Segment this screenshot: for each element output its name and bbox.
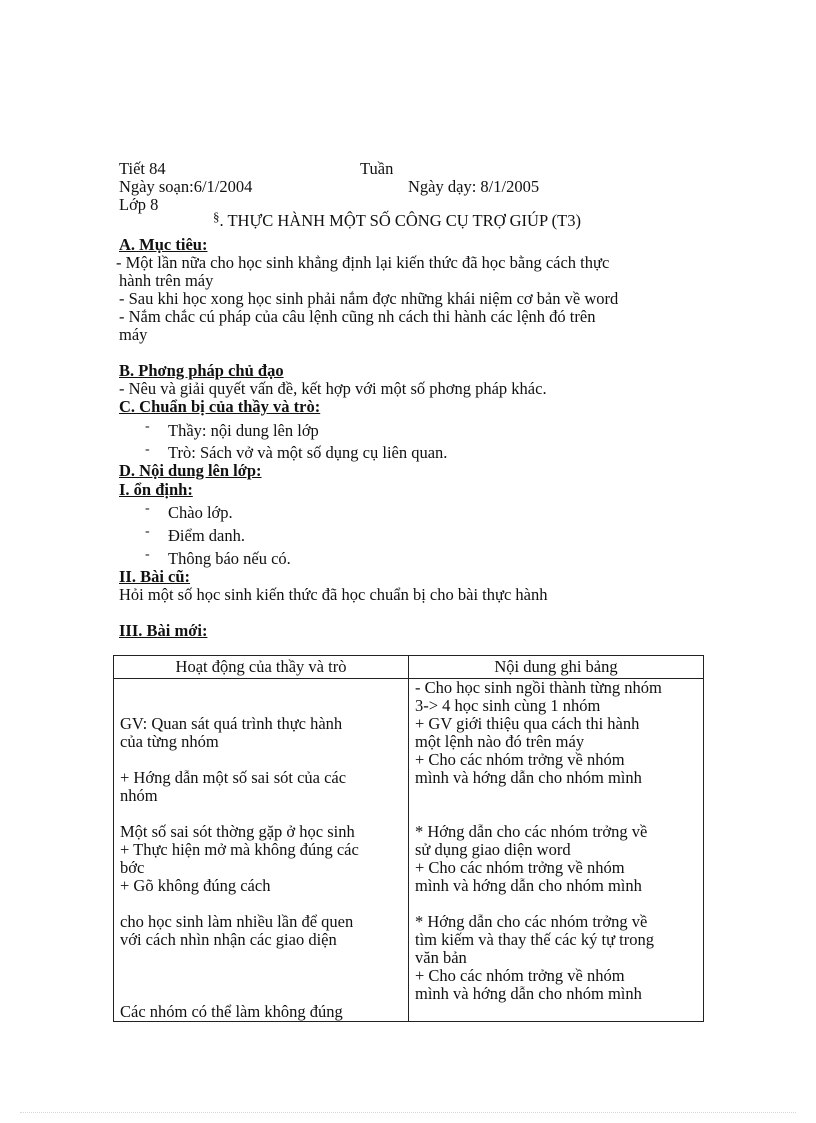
- cell-text-line: * Hớng dẫn cho các nhóm trởng về: [415, 822, 648, 841]
- cell-text-line: + Thực hiện mở mà không đúng các: [120, 840, 359, 859]
- objectives-heading: A. Mục tiêu:: [119, 235, 208, 254]
- table-row: [114, 679, 704, 1022]
- cell-text-line: + Cho các nhóm trởng về nhóm: [415, 858, 625, 877]
- activity-table: [113, 655, 704, 1022]
- cell-text-line: bớc: [120, 858, 145, 877]
- new-lesson-heading: III. Bài mới:: [119, 621, 208, 640]
- cell-text-line: mình và hớng dẫn cho nhóm mình: [415, 876, 642, 895]
- blank-line: [120, 949, 402, 967]
- cell-text-line: nhóm: [120, 786, 158, 805]
- board-content-header: Nội dung ghi bảng: [409, 656, 704, 679]
- old-lesson-heading: II. Bài cũ:: [119, 567, 191, 586]
- stabilize-item: Chào lớp.: [168, 503, 233, 522]
- objectives-line: máy: [119, 325, 148, 344]
- stabilize-heading: I. ổn định:: [119, 480, 193, 499]
- cell-text-line: của từng nhóm: [120, 732, 219, 751]
- blank-line: [120, 679, 402, 697]
- activity-cell: [114, 679, 409, 1022]
- lesson-number: Tiết 84: [119, 159, 166, 178]
- cell-text-line: Các nhóm có thể làm không đúng: [120, 1002, 343, 1021]
- prep-date: Ngày soạn:6/1/2004: [119, 177, 253, 196]
- cell-text-line: Một số sai sót thờng gặp ở học sinh: [120, 822, 355, 841]
- blank-line: [120, 805, 402, 823]
- blank-line: [120, 967, 402, 985]
- week-label: Tuần: [360, 159, 394, 178]
- cell-text-line: + GV giới thiệu qua cách thi hành: [415, 714, 640, 733]
- blank-line: [415, 805, 697, 823]
- content-heading: D. Nội dung lên lớp:: [119, 461, 262, 480]
- cell-text-line: + Hớng dẫn một số sai sót của các: [120, 768, 347, 787]
- objectives-line: - Nắm chắc cú pháp của câu lệnh cũng nh cách thi hành các lệnh đó trên: [119, 307, 596, 326]
- stabilize-item: Điểm danh.: [168, 526, 245, 545]
- bullet-marker: -: [145, 442, 150, 457]
- class-label: Lớp 8: [119, 195, 159, 214]
- cell-text-line: một lệnh nào đó trên máy: [415, 732, 585, 751]
- blank-line: [120, 751, 402, 769]
- preparation-item: Trò: Sách vở và một số dụng cụ liên quan.: [168, 443, 448, 462]
- old-lesson-line: Hỏi một số học sinh kiến thức đã học chuẩn bị cho bài thực hành: [119, 585, 548, 604]
- cell-text-line: GV: Quan sát quá trình thực hành: [120, 714, 343, 733]
- blank-line: [120, 697, 402, 715]
- board-content-cell: [409, 679, 704, 1022]
- lesson-title-text: . THỰC HÀNH MỘT SỐ CÔNG CỤ TRỢ GIÚP (T3): [219, 211, 581, 230]
- preparation-item: Thầy: nội dung lên lớp: [168, 421, 319, 440]
- cell-text-line: mình và hớng dẫn cho nhóm mình: [415, 984, 642, 1003]
- table-header-row: [114, 656, 704, 679]
- blank-line: [120, 985, 402, 1003]
- cell-text-line: với cách nhìn nhận các giao diện: [120, 930, 337, 949]
- cell-text-line: văn bản: [415, 948, 467, 967]
- cell-text-line: - Cho học sinh ngồi thành từng nhóm: [415, 678, 662, 697]
- cell-text-line: * Hớng dẫn cho các nhóm trởng về: [415, 912, 648, 931]
- teach-date: Ngày dạy: 8/1/2005: [408, 177, 540, 196]
- cell-text-line: 3-> 4 học sinh cùng 1 nhóm: [415, 696, 601, 715]
- cell-text-line: cho học sinh làm nhiều lần để quen: [120, 912, 354, 931]
- blank-line: [415, 787, 697, 805]
- objectives-line: hành trên máy: [119, 271, 214, 290]
- cell-text-line: + Cho các nhóm trởng về nhóm: [415, 750, 625, 769]
- method-heading: B. Phơng pháp chủ đạo: [119, 361, 284, 380]
- bullet-marker: -: [145, 547, 150, 562]
- bullet-marker: -: [145, 419, 150, 434]
- method-line: - Nêu và giải quyết vấn đề, kết hợp với một số phơng pháp khác.: [119, 379, 547, 398]
- blank-line: [415, 895, 697, 913]
- cell-text-line: + Cho các nhóm trởng về nhóm: [415, 966, 625, 985]
- cell-text-line: + Gõ không đúng cách: [120, 876, 271, 895]
- lesson-title: [213, 209, 581, 231]
- bullet-marker: -: [145, 524, 150, 539]
- stabilize-item: Thông báo nếu có.: [168, 549, 291, 568]
- blank-line: [120, 895, 402, 913]
- teacher-student-activity-header: Hoạt động của thầy và trò: [114, 656, 409, 679]
- bullet-marker: -: [145, 501, 150, 516]
- page-bottom-rule: [20, 1112, 796, 1113]
- preparation-heading: C. Chuẩn bị của thầy và trò:: [119, 397, 321, 416]
- objectives-line: - Một lần nữa cho học sinh khẳng định lại kiến thức đã học bằng cách thực: [116, 253, 610, 272]
- cell-text-line: sử dụng giao diện word: [415, 840, 571, 859]
- cell-text-line: mình và hớng dẫn cho nhóm mình: [415, 768, 642, 787]
- objectives-line: - Sau khi học xong học sinh phải nắm đợc những khái niệm cơ bản về word: [119, 289, 619, 308]
- section-sign: §: [213, 209, 220, 224]
- cell-text-line: tìm kiếm và thay thế các ký tự trong: [415, 930, 654, 949]
